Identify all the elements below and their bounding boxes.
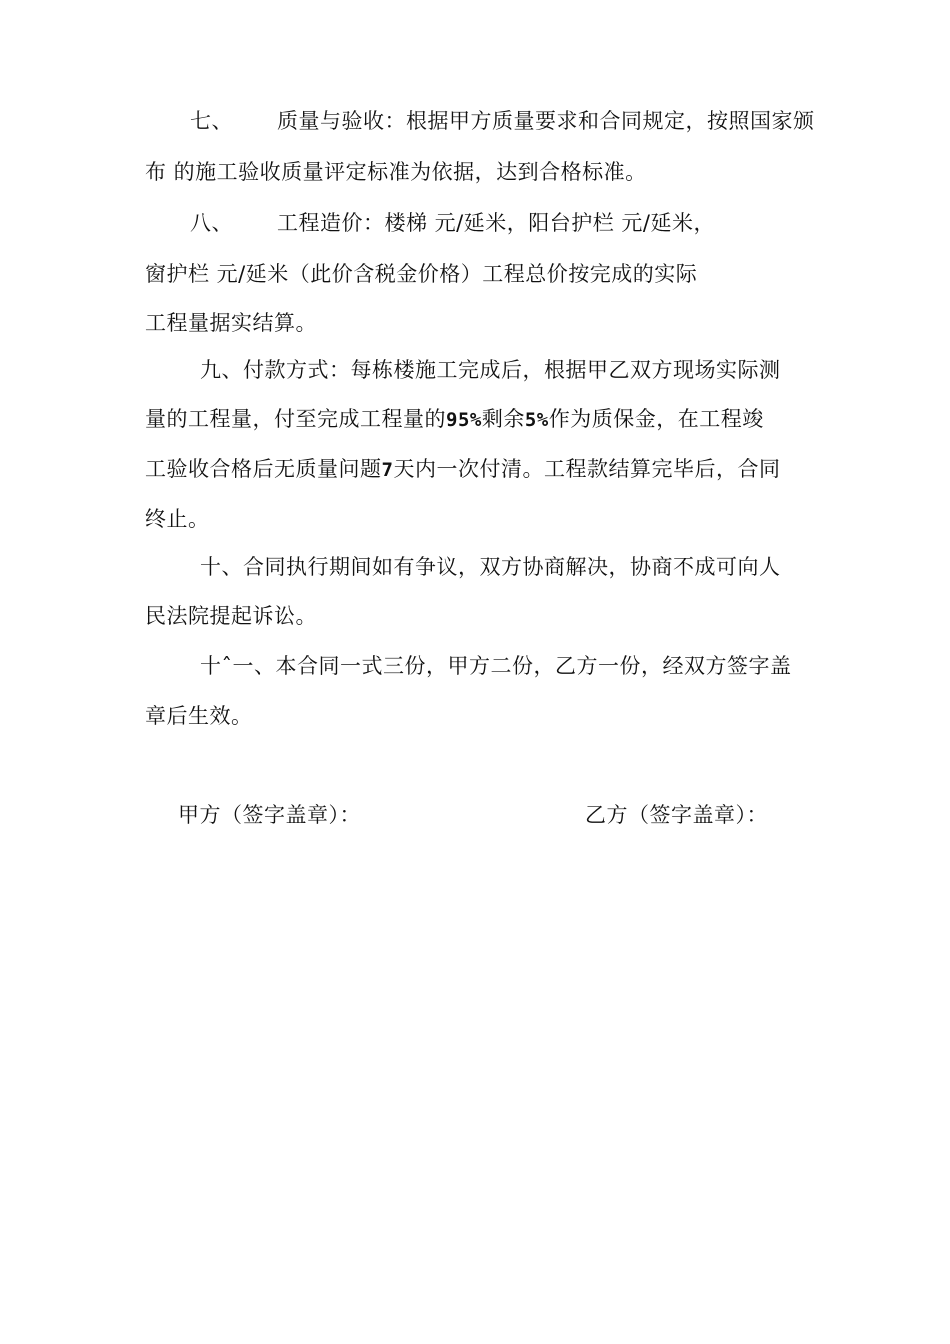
clause-10-line-2: 民法院提起诉讼。 [145, 604, 317, 628]
clause-9-text-b: 剩余 [481, 407, 525, 431]
clause-7-line-2: 布 的施工验收质量评定标准为依据，达到合格标准。 [145, 160, 647, 184]
clause-11-line-1: 十ˆ一、本合同一式三份，甲方二份，乙方一份，经双方签字盖 [200, 654, 792, 678]
clause-9-line-1: 九、付款方式：每栋楼施工完成后，根据甲乙双方现场实际测 [200, 358, 781, 382]
clause-8-text: 工程造价：楼梯 元/延米，阳台护栏 元/延米， [277, 211, 715, 235]
payment-days: 7 [381, 459, 394, 481]
clause-9-line-4: 终止。 [145, 507, 210, 531]
clause-9-text-c: 作为质保金，在工程竣 [548, 407, 764, 431]
retention-percent-paid: 95% [446, 409, 482, 431]
clause-7-text: 质量与验收：根据甲方质量要求和合同规定，按照国家颁 [277, 109, 815, 133]
party-b-signature-label: 乙方（签字盖章）： [585, 803, 768, 827]
clause-7-line-1 [190, 107, 815, 135]
clause-8-line-1 [190, 209, 715, 237]
retention-percent-held: 5% [524, 409, 549, 431]
clause-8-line-3: 工程量据实结算。 [145, 311, 317, 335]
clause-9-line-3 [145, 455, 780, 484]
clause-11-line-2: 章后生效。 [145, 704, 253, 728]
clause-9-text-d: 工验收合格后无质量问题 [145, 457, 382, 481]
clause-9-text-a: 量的工程量，付至完成工程量的 [145, 407, 446, 431]
clause-8-number: 八、 [190, 211, 233, 235]
clause-9-text-e: 天内一次付清。工程款结算完毕后，合同 [393, 457, 781, 481]
clause-9-line-2 [145, 405, 764, 434]
clause-7-number: 七、 [190, 109, 233, 133]
clause-10-line-1: 十、合同执行期间如有争议，双方协商解决，协商不成可向人 [200, 555, 781, 579]
clause-8-line-2: 窗护栏 元/延米（此价含税金价格）工程总价按完成的实际 [145, 262, 698, 286]
party-a-signature-label: 甲方（签字盖章）： [178, 803, 361, 827]
